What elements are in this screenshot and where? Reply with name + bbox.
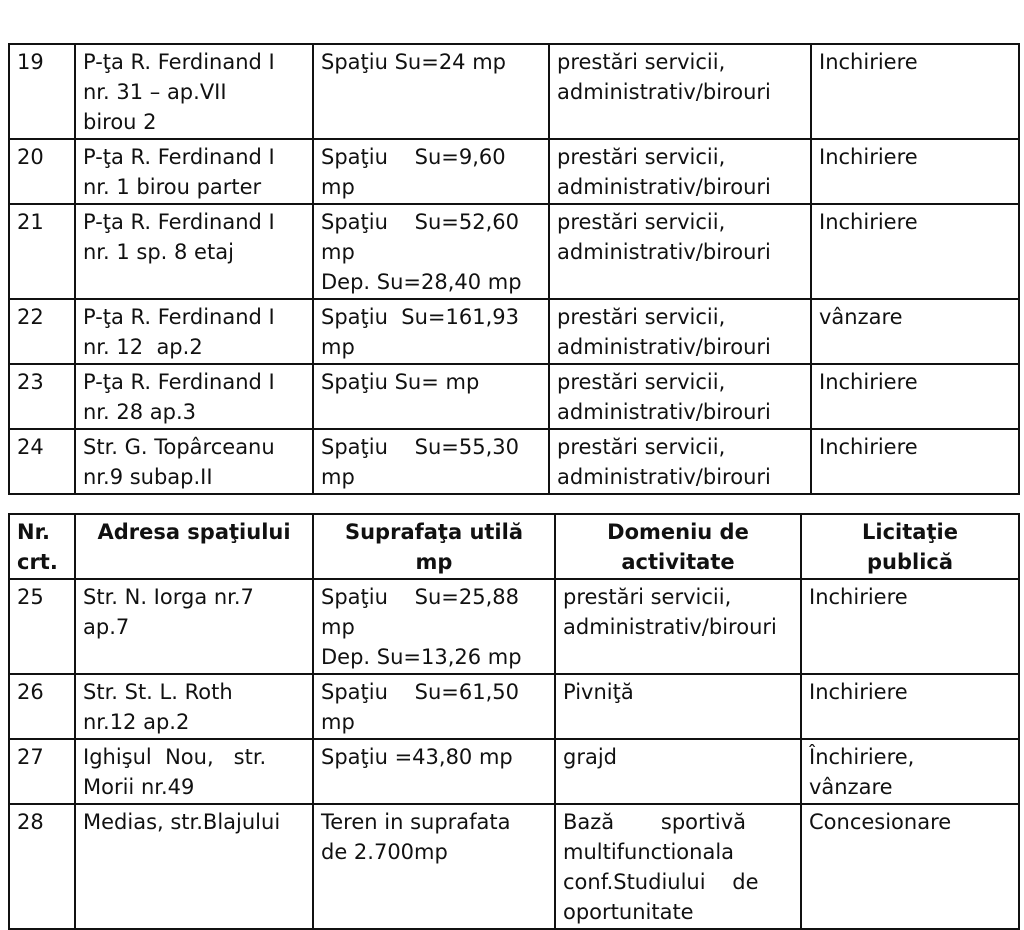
address-cell: Str. St. L. Roth nr.12 ap.2 [75,674,313,739]
address-cell: Str. G. Topârceanu nr.9 subap.II [75,429,313,494]
header-address: Adresa spaţiului [75,514,313,579]
row-number: 24 [9,429,75,494]
table-row [9,739,1019,804]
address-cell: P-ţa R. Ferdinand I nr. 31 – ap.VII birou 2 [75,44,313,139]
auction-cell: vânzare [811,299,1019,364]
activity-cell: prestări servicii, administrativ/birouri [549,364,811,429]
header-auction: Licitaţie publică [801,514,1019,579]
row-number: 28 [9,804,75,929]
row-number: 27 [9,739,75,804]
address-cell: P-ţa R. Ferdinand I nr. 12 ap.2 [75,299,313,364]
header-activity: Domeniu de activitate [555,514,801,579]
table-row [9,804,1019,929]
auction-cell: Inchiriere [801,579,1019,674]
surface-cell: Spaţiu Su=24 mp [313,44,549,139]
address-cell: Medias, str.Blajului [75,804,313,929]
activity-cell: prestări servicii, administrativ/birouri [549,139,811,204]
auction-cell: Inchiriere [801,674,1019,739]
auction-cell: Concesionare [801,804,1019,929]
address-cell: P-ţa R. Ferdinand I nr. 1 sp. 8 etaj [75,204,313,299]
auction-cell: Inchiriere [811,429,1019,494]
surface-cell: Spaţiu Su=52,60 mp Dep. Su=28,40 mp [313,204,549,299]
table-header-row [9,514,1019,579]
table-row [9,44,1019,139]
auction-cell: Inchiriere [811,139,1019,204]
address-cell: P-ţa R. Ferdinand I nr. 1 birou parter [75,139,313,204]
table-row [9,364,1019,429]
address-cell: Ighişul Nou, str. Morii nr.49 [75,739,313,804]
row-number: 23 [9,364,75,429]
activity-cell: Pivniţă [555,674,801,739]
activity-cell: grajd [555,739,801,804]
row-number: 26 [9,674,75,739]
table-row [9,674,1019,739]
surface-cell: Spaţiu Su=9,60 mp [313,139,549,204]
surface-cell: Teren in suprafata de 2.700mp [313,804,555,929]
activity-cell: prestări servicii, administrativ/birouri [549,299,811,364]
activity-cell: prestări servicii, administrativ/birouri [555,579,801,674]
activity-cell: prestări servicii, administrativ/birouri [549,204,811,299]
row-number: 22 [9,299,75,364]
row-number: 21 [9,204,75,299]
header-surface: Suprafaţa utilă mp [313,514,555,579]
surface-cell: Spaţiu Su=25,88 mp Dep. Su=13,26 mp [313,579,555,674]
row-number: 19 [9,44,75,139]
activity-cell: prestări servicii, administrativ/birouri [549,429,811,494]
table-row [9,139,1019,204]
spaces-table [8,513,1020,930]
table-row [9,204,1019,299]
activity-cell: Bază sportivă multifunctionala conf.Studiului de oportunitate [555,804,801,929]
auction-cell: Închiriere, vânzare [801,739,1019,804]
surface-cell: Spaţiu Su= mp [313,364,549,429]
surface-cell: Spaţiu Su=161,93 mp [313,299,549,364]
auction-cell: Inchiriere [811,44,1019,139]
table-row [9,429,1019,494]
table-row [9,579,1019,674]
auction-cell: Inchiriere [811,364,1019,429]
row-number: 20 [9,139,75,204]
row-number: 25 [9,579,75,674]
surface-cell: Spaţiu =43,80 mp [313,739,555,804]
address-cell: P-ţa R. Ferdinand I nr. 28 ap.3 [75,364,313,429]
spaces-table-continued [8,43,1020,495]
activity-cell: prestări servicii, administrativ/birouri [549,44,811,139]
table-row [9,299,1019,364]
surface-cell: Spaţiu Su=61,50 mp [313,674,555,739]
address-cell: Str. N. Iorga nr.7 ap.7 [75,579,313,674]
auction-cell: Inchiriere [811,204,1019,299]
surface-cell: Spaţiu Su=55,30 mp [313,429,549,494]
header-nr: Nr. crt. [9,514,75,579]
